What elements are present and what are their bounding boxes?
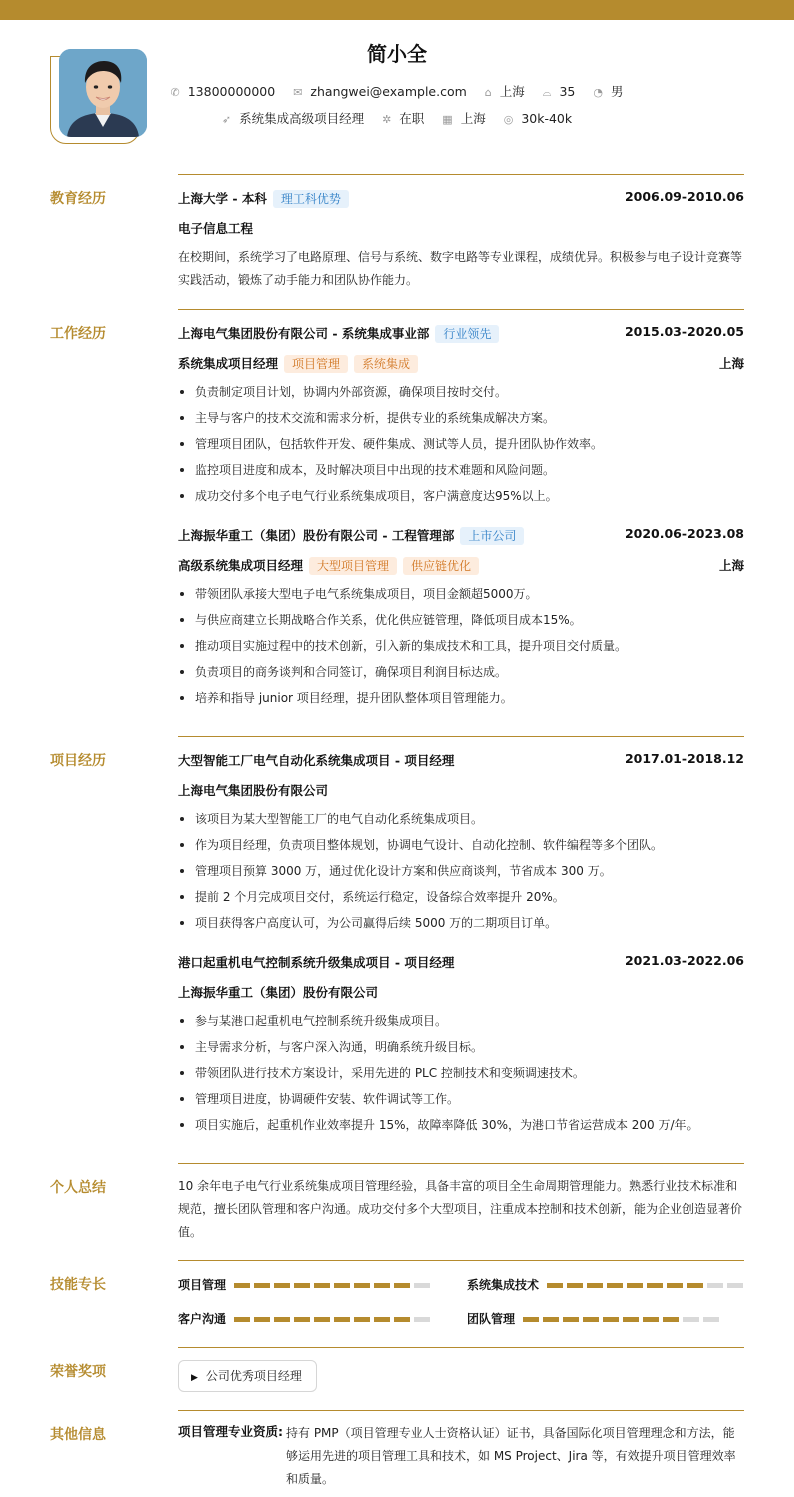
section-title-honors: 荣誉奖项 [50, 1364, 106, 1380]
skill-level-segment [587, 1283, 603, 1288]
skill-level-segment [643, 1317, 659, 1322]
company-tag: 行业领先 [435, 325, 499, 343]
work-location: 上海 [718, 356, 744, 371]
skill-level-segment [274, 1283, 290, 1288]
project-company: 上海振华重工（集团）股份有限公司 [178, 985, 379, 1000]
skill-level-segment [314, 1283, 330, 1288]
gender: 男 [610, 84, 624, 99]
skill-level-segment [547, 1283, 563, 1288]
building-icon: ▦ [442, 113, 453, 126]
list-item: 推动项目实施过程中的技术创新，引入新的集成技术和工具，提升项目交付质量。 [178, 633, 744, 659]
email-icon: ✉ [293, 86, 303, 99]
salary: 30k-40k [521, 111, 573, 126]
role-tag: 系统集成 [354, 355, 418, 373]
skill-level-segment [254, 1283, 270, 1288]
list-item: 参与某港口起重机电气控制系统升级集成项目。 [178, 1008, 744, 1034]
skill-level-segment [374, 1283, 390, 1288]
skill-level-segment [583, 1317, 599, 1322]
list-item: 成功交付多个电子电气行业系统集成项目，客户满意度达95%以上。 [178, 483, 744, 509]
skill-level-segment [663, 1317, 679, 1322]
job-status: 在职 [399, 111, 425, 126]
divider [178, 736, 744, 737]
skill-level-segment [667, 1283, 683, 1288]
work-date: 2015.03-2020.05 [624, 324, 744, 339]
skill-item [178, 1276, 226, 1293]
section-title-skills: 技能专长 [50, 1277, 106, 1293]
job-title: 高级系统集成项目经理 [178, 558, 304, 573]
gender-icon: ◔ [593, 86, 603, 99]
list-item: 负责项目的商务谈判和合同签订，确保项目利润目标达成。 [178, 659, 744, 685]
work-bullets [178, 379, 744, 509]
job-intent-row [0, 109, 794, 127]
work-role [178, 556, 744, 575]
role-tag: 大型项目管理 [309, 557, 397, 575]
list-item: 管理项目进度，协调硬件安装、软件调试等工作。 [178, 1086, 744, 1112]
work-head [178, 526, 744, 545]
skill-level-segment [707, 1283, 723, 1288]
education-tag: 理工科优势 [273, 190, 349, 208]
list-item: 管理项目预算 3000 万，通过优化设计方案和供应商谈判，节省成本 300 万。 [178, 858, 744, 884]
skill-level-segment [334, 1317, 350, 1322]
role-tag: 项目管理 [284, 355, 348, 373]
other-text: 持有 PMP（项目管理专业人士资格认证）证书，具备国际化项目管理理念和方法，能够运用先进的项目管理工具和技术，如 MS Project、Jira 等，有效提升项目管理效率和质量。 [286, 1426, 736, 1486]
skill-name: 项目管理 [178, 1278, 227, 1292]
skill-name: 团队管理 [467, 1312, 516, 1326]
skill-item [178, 1310, 226, 1327]
list-item: 项目获得客户高度认可，为公司赢得后续 5000 万的二期项目订单。 [178, 910, 744, 936]
education-desc: 在校期间，系统学习了电路原理、信号与系统、数字电路等专业课程，成绩优异。积极参与电子设计竞赛等实践活动，锻炼了动手能力和团队协作能力。 [178, 250, 743, 287]
divider [178, 1163, 744, 1164]
skill-level-segment [394, 1317, 410, 1322]
work-location: 上海 [718, 558, 744, 573]
list-item: 与供应商建立长期战略合作关系，优化供应链管理，降低项目成本15%。 [178, 607, 744, 633]
work-bullets [178, 581, 744, 711]
email: zhangwei@example.com [310, 84, 467, 99]
list-item: 项目实施后，起重机作业效率提升 15%，故障率降低 30%，为港口节省运营成本 200 万/年。 [178, 1112, 744, 1138]
skill-name: 系统集成技术 [467, 1278, 540, 1292]
target-city: 上海 [460, 111, 486, 126]
skill-level-bar [547, 1283, 743, 1288]
project-name: 大型智能工厂电气自动化系统集成项目 - 项目经理 [178, 753, 455, 768]
status-icon: ✲ [382, 113, 392, 126]
skill-level-segment [703, 1317, 719, 1322]
list-item: 带领团队承接大型电子电气系统集成项目，项目金额超5000万。 [178, 581, 744, 607]
divider [178, 1410, 744, 1411]
skill-level-segment [414, 1317, 430, 1322]
section-title-education: 教育经历 [50, 191, 106, 207]
section-title-project: 项目经历 [50, 753, 106, 769]
skill-item [467, 1276, 539, 1293]
work-date: 2020.06-2023.08 [624, 526, 744, 541]
target-position: 系统集成高级项目经理 [239, 111, 365, 126]
education-head [178, 189, 744, 208]
skill-level-bar [523, 1317, 719, 1322]
list-item: 作为项目经理，负责项目整体规划，协调电气设计、自动化控制、软件编程等多个团队。 [178, 832, 744, 858]
summary-text: 10 余年电子电气行业系统集成项目管理经验，具备丰富的项目全生命周期管理能力。熟悉行业技术标准和规范，擅长团队管理和客户沟通。成功交付多个大型项目，注重成本控制和技术创新，能为企业创造显著价值。 [178, 1179, 743, 1239]
work-role [178, 354, 744, 373]
skill-level-segment [234, 1317, 250, 1322]
age: 35 [559, 84, 576, 99]
skill-level-segment [687, 1283, 703, 1288]
skill-level-segment [623, 1317, 639, 1322]
salary-icon: ◎ [503, 113, 514, 126]
contact-row [0, 82, 794, 100]
major: 电子信息工程 [178, 221, 254, 236]
project-bullets [178, 1008, 744, 1138]
skill-level-segment [314, 1317, 330, 1322]
project-head [178, 953, 744, 971]
company: 上海振华重工（集团）股份有限公司 - 工程管理部 [178, 528, 455, 543]
section-title-work: 工作经历 [50, 326, 106, 342]
divider [178, 1347, 744, 1348]
skill-level-bar [234, 1317, 430, 1322]
skill-level-segment [374, 1317, 390, 1322]
skill-level-segment [607, 1283, 623, 1288]
list-item: 培养和指导 junior 项目经理，提升团队整体项目管理能力。 [178, 685, 744, 711]
skill-item [467, 1310, 515, 1327]
skill-level-segment [627, 1283, 643, 1288]
divider [178, 1260, 744, 1261]
skill-level-segment [354, 1283, 370, 1288]
skill-level-segment [274, 1317, 290, 1322]
phone-icon: ✆ [170, 86, 180, 99]
skill-level-segment [683, 1317, 699, 1322]
skill-level-segment [394, 1283, 410, 1288]
skill-name: 客户沟通 [178, 1312, 227, 1326]
phone: 13800000000 [187, 84, 276, 99]
skill-level-segment [523, 1317, 539, 1322]
skill-level-segment [234, 1283, 250, 1288]
skill-level-segment [563, 1317, 579, 1322]
list-item: 管理项目团队，包括软件开发、硬件集成、测试等人员，提升团队协作效率。 [178, 431, 744, 457]
project-bullets [178, 806, 744, 936]
project-date: 2017.01-2018.12 [624, 751, 744, 766]
divider [178, 309, 744, 310]
cake-icon: ⌓ [542, 86, 552, 99]
list-item: 主导与客户的技术交流和需求分析，提供专业的系统集成解决方案。 [178, 405, 744, 431]
other-label: 项目管理专业资质: [178, 1424, 283, 1439]
skill-level-segment [334, 1283, 350, 1288]
project-name: 港口起重机电气控制系统升级集成项目 - 项目经理 [178, 955, 455, 970]
work-head [178, 324, 744, 343]
honor-label: 公司优秀项目经理 [205, 1369, 302, 1383]
skill-level-bar [234, 1283, 430, 1288]
list-item: 带领团队进行技术方案设计，采用先进的 PLC 控制技术和变频调速技术。 [178, 1060, 744, 1086]
job-title: 系统集成项目经理 [178, 356, 279, 371]
skill-level-segment [294, 1317, 310, 1322]
candidate-name: 简小全 [367, 42, 427, 66]
list-item: 提前 2 个月完成项目交付，系统运行稳定，设备综合效率提升 20%。 [178, 884, 744, 910]
project-company: 上海电气集团股份有限公司 [178, 783, 329, 798]
divider [178, 174, 744, 175]
play-triangle-icon: ▶ [191, 1373, 198, 1383]
project-date: 2021.03-2022.06 [624, 953, 744, 968]
home-icon: ⌂ [484, 86, 492, 99]
honor-item[interactable] [178, 1360, 317, 1392]
skill-level-segment [567, 1283, 583, 1288]
company-tag: 上市公司 [460, 527, 524, 545]
skill-level-segment [254, 1317, 270, 1322]
list-item: 该项目为某大型智能工厂的电气自动化系统集成项目。 [178, 806, 744, 832]
list-item: 负责制定项目计划，协调内外部资源，确保项目按时交付。 [178, 379, 744, 405]
role-tag: 供应链优化 [403, 557, 479, 575]
skill-level-segment [647, 1283, 663, 1288]
skill-level-segment [543, 1317, 559, 1322]
location: 上海 [499, 84, 525, 99]
skill-level-segment [603, 1317, 619, 1322]
school: 上海大学 - 本科 [178, 191, 267, 206]
section-title-other: 其他信息 [50, 1427, 106, 1443]
list-item: 监控项目进度和成本，及时解决项目中出现的技术难题和风险问题。 [178, 457, 744, 483]
company: 上海电气集团股份有限公司 - 系统集成事业部 [178, 326, 430, 341]
skill-level-segment [727, 1283, 743, 1288]
skill-level-segment [354, 1317, 370, 1322]
send-icon: ➶ [221, 113, 232, 126]
project-head [178, 751, 744, 769]
education-date: 2006.09-2010.06 [624, 189, 744, 204]
skill-level-segment [414, 1283, 430, 1288]
skill-level-segment [294, 1283, 310, 1288]
list-item: 主导需求分析，与客户深入沟通，明确系统升级目标。 [178, 1034, 744, 1060]
top-accent-bar [0, 0, 794, 20]
section-title-summary: 个人总结 [50, 1180, 106, 1196]
